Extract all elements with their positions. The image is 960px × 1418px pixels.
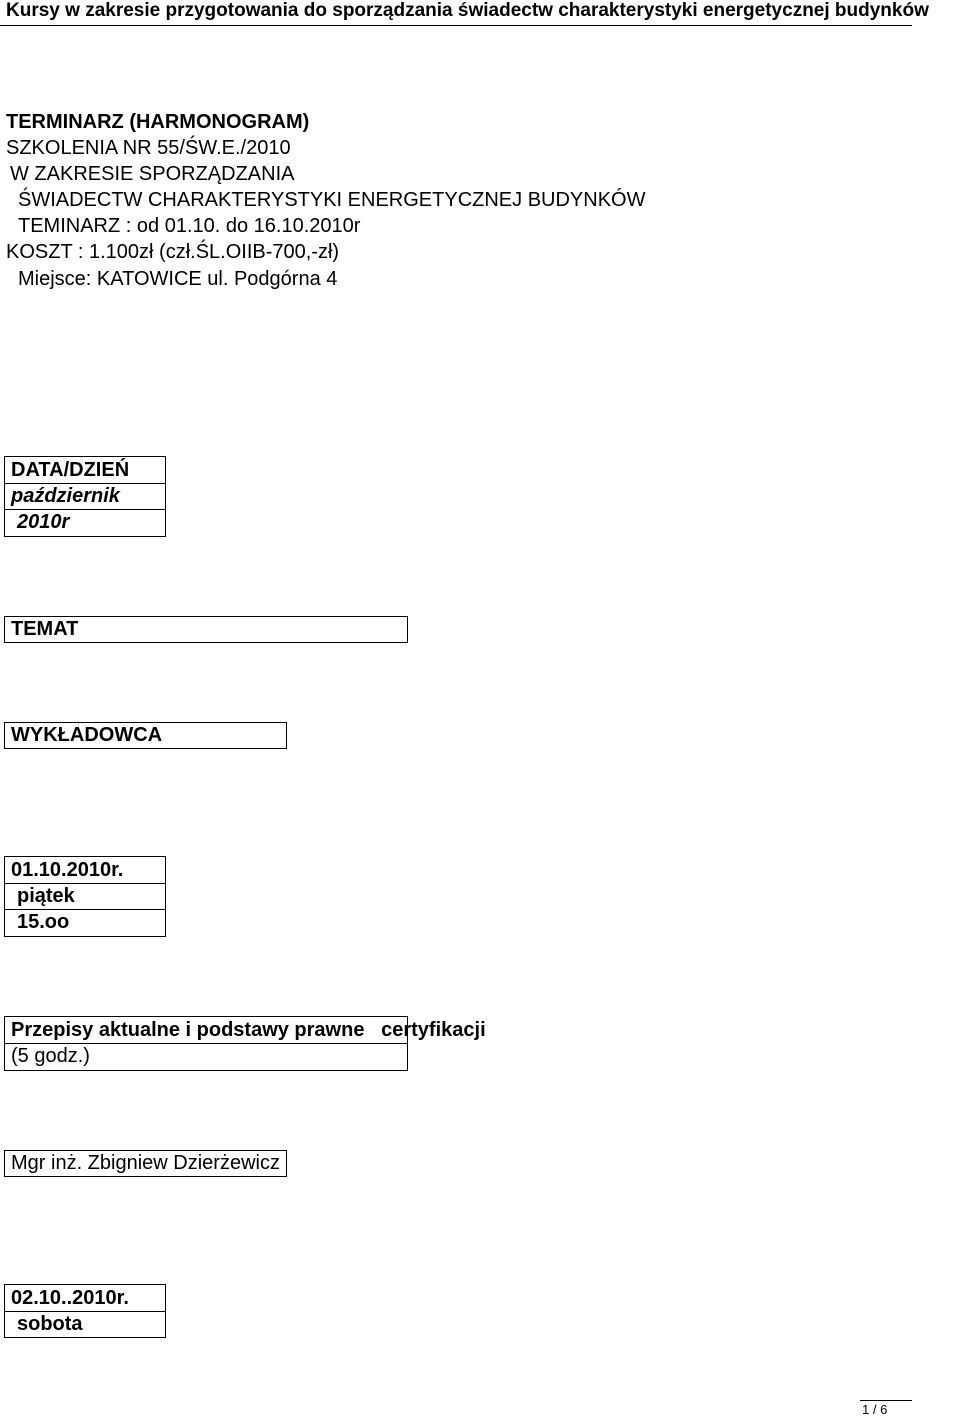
day2-date-box [4, 1284, 166, 1338]
day2-weekday: sobota [17, 1313, 83, 1335]
intro-title: TERMINARZ (HARMONOGRAM) [6, 111, 310, 133]
intro-cost: KOSZT : 1.100zł (czł.ŚL.OIIB-700,-zł) [6, 241, 340, 263]
day2-date: 02.10..2010r. [11, 1287, 129, 1309]
day1-date-box [4, 856, 166, 937]
date-header-month: październik [11, 485, 120, 507]
footer-divider [860, 1400, 912, 1401]
document-header-title: Kursy w zakresie przygotowania do sporządzania świadectw charakterystyki energetycznej budynków [6, 0, 929, 21]
intro-schedule: TEMINARZ : od 01.10. do 16.10.2010r [18, 215, 361, 237]
intro-location: Miejsce: KATOWICE ul. Podgórna 4 [18, 268, 338, 290]
day1-date: 01.10.2010r. [11, 859, 124, 881]
day1-time: 15.oo [17, 911, 70, 933]
day1-lecturer-box [4, 1150, 287, 1177]
intro-subject: ŚWIADECTW CHARAKTERYSTYKI ENERGETYCZNEJ BUDYNKÓW [18, 189, 646, 211]
day1-topic-title: Przepisy aktualne i podstawy prawne certyfikacji [11, 1019, 486, 1041]
date-header-label: DATA/DZIEŃ [11, 459, 130, 481]
intro-scope: W ZAKRESIE SPORZĄDZANIA [10, 163, 295, 185]
day1-lecturer-name: Mgr inż. Zbigniew Dzierżewicz [11, 1152, 280, 1174]
lecturer-header-label: WYKŁADOWCA [11, 724, 163, 746]
intro-training-number: SZKOLENIA NR 55/ŚW.E./2010 [6, 137, 291, 159]
day1-weekday: piątek [17, 885, 75, 907]
lecturer-header-box [4, 722, 287, 749]
day1-topic-hours: (5 godz.) [11, 1045, 90, 1067]
topic-header-box [4, 616, 408, 643]
date-header-box [4, 456, 166, 537]
page-number: 1 / 6 [862, 1402, 888, 1417]
date-header-year: 2010r [17, 511, 70, 533]
day1-topic-box [4, 1016, 486, 1071]
header-divider [0, 25, 912, 26]
topic-header-label: TEMAT [11, 618, 79, 640]
